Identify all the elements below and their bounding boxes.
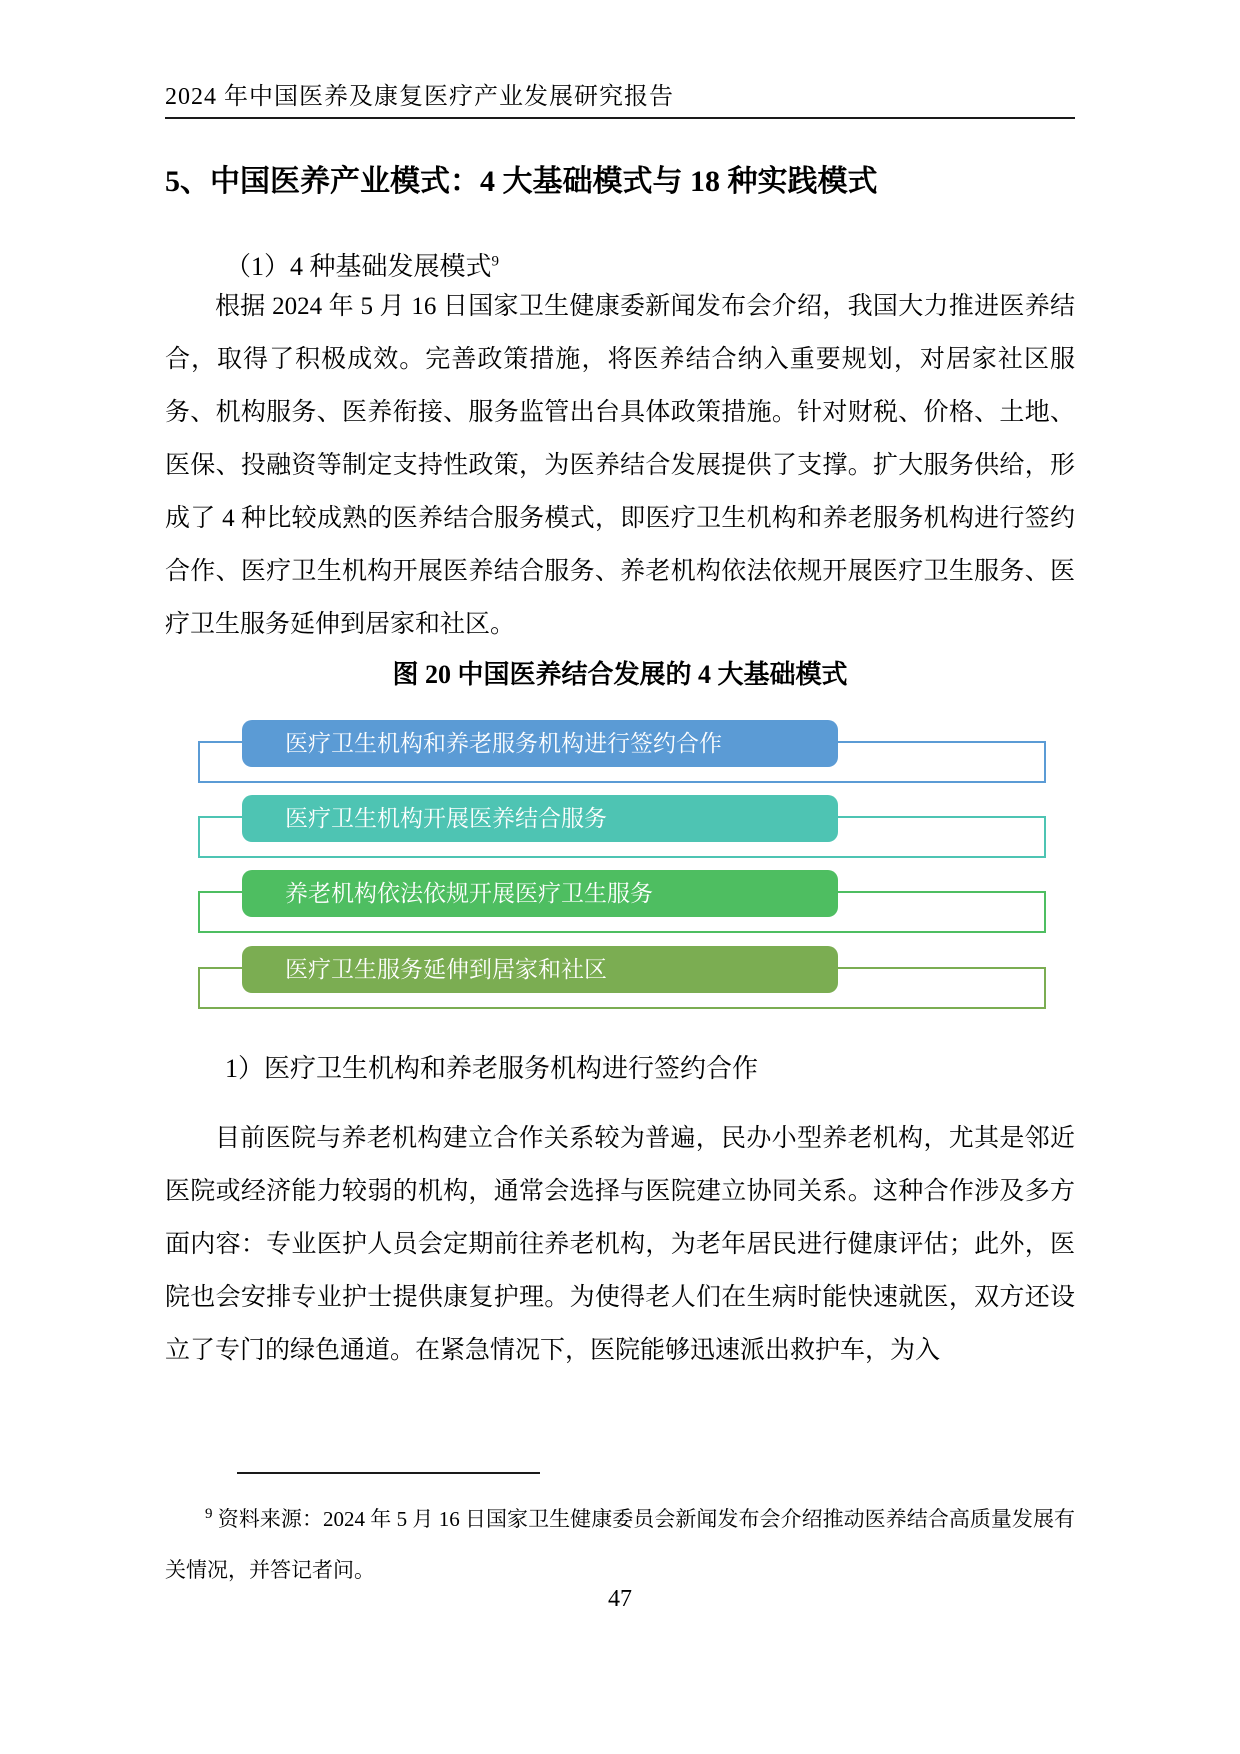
subsection-heading-signed-cooperation: 1）医疗卫生机构和养老服务机构进行签约合作 bbox=[225, 1054, 759, 1083]
figure-row-label: 医疗卫生机构和养老服务机构进行签约合作 bbox=[285, 731, 722, 756]
figure-four-basic-modes bbox=[165, 720, 1075, 1020]
figure-row bbox=[165, 795, 1075, 865]
footnote bbox=[165, 1494, 1075, 1596]
page-header-title: 2024 年中国医养及康复医疗产业发展研究报告 bbox=[165, 84, 674, 110]
figure-row-label: 养老机构依法依规开展医疗卫生服务 bbox=[285, 881, 653, 906]
footnote-divider bbox=[237, 1472, 540, 1474]
figure-row bbox=[165, 946, 1075, 1016]
subsection-heading-1-text: （1）4 种基础发展模式 bbox=[225, 252, 492, 281]
body-paragraph-cooperation-detail: 目前医院与养老机构建立合作关系较为普遍，民办小型养老机构，尤其是邻近医院或经济能力较弱的机构，通常会选择与医院建立协同关系。这种合作涉及多方面内容：专业医护人员会定期前往养老机构，为老年居民进行健康评估；此外，医院也会安排专业护士提供康复护理。为使得老人们在生病时能快速就医，双方还设立了专门的绿色通道。在紧急情况下，医院能够迅速派出救护车，为入 bbox=[165, 1125, 1075, 1364]
figure-row-bar bbox=[242, 720, 838, 767]
figure-row bbox=[165, 720, 1075, 790]
figure-row-label: 医疗卫生机构开展医养结合服务 bbox=[285, 806, 607, 831]
figure-row-bar bbox=[242, 795, 838, 842]
figure-row-label: 医疗卫生服务延伸到居家和社区 bbox=[285, 957, 607, 982]
footnote-reference-mark: 9 bbox=[491, 253, 500, 270]
figure-row bbox=[165, 870, 1075, 940]
page-number: 47 bbox=[608, 1586, 632, 1612]
subsection-heading-basic-modes bbox=[225, 246, 499, 283]
footnote-text: 资料来源：2024 年 5 月 16 日国家卫生健康委员会新闻发布会介绍推动医养结合高质量发展有关情况，并答记者问。 bbox=[165, 1507, 1076, 1582]
figure-row-bar bbox=[242, 946, 838, 993]
header-divider bbox=[165, 117, 1075, 119]
section-heading: 5、中国医养产业模式：4 大基础模式与 18 种实践模式 bbox=[165, 165, 878, 198]
footnote-number: 9 bbox=[205, 1506, 213, 1522]
figure-caption: 图 20 中国医养结合发展的 4 大基础模式 bbox=[392, 660, 848, 689]
body-paragraph-overview: 根据 2024 年 5 月 16 日国家卫生健康委新闻发布会介绍，我国大力推进医养结合，取得了积极成效。完善政策措施，将医养结合纳入重要规划，对居家社区服务、机构服务、医养衔接、服务监管出台具体政策措施。针对财税、价格、土地、医保、投融资等制定支持性政策，为医养结合发展提供了支撑。扩大服务供给，形成了 4 种比较成熟的医养结合服务模式，即医疗卫生机构和养老服务机构进行签约合作、医疗卫生机构开展医养结合服务、养老机构依法依规开展医疗卫生服务、医疗卫生服务延伸到居家和社区。 bbox=[165, 293, 1075, 638]
figure-row-bar bbox=[242, 870, 838, 917]
